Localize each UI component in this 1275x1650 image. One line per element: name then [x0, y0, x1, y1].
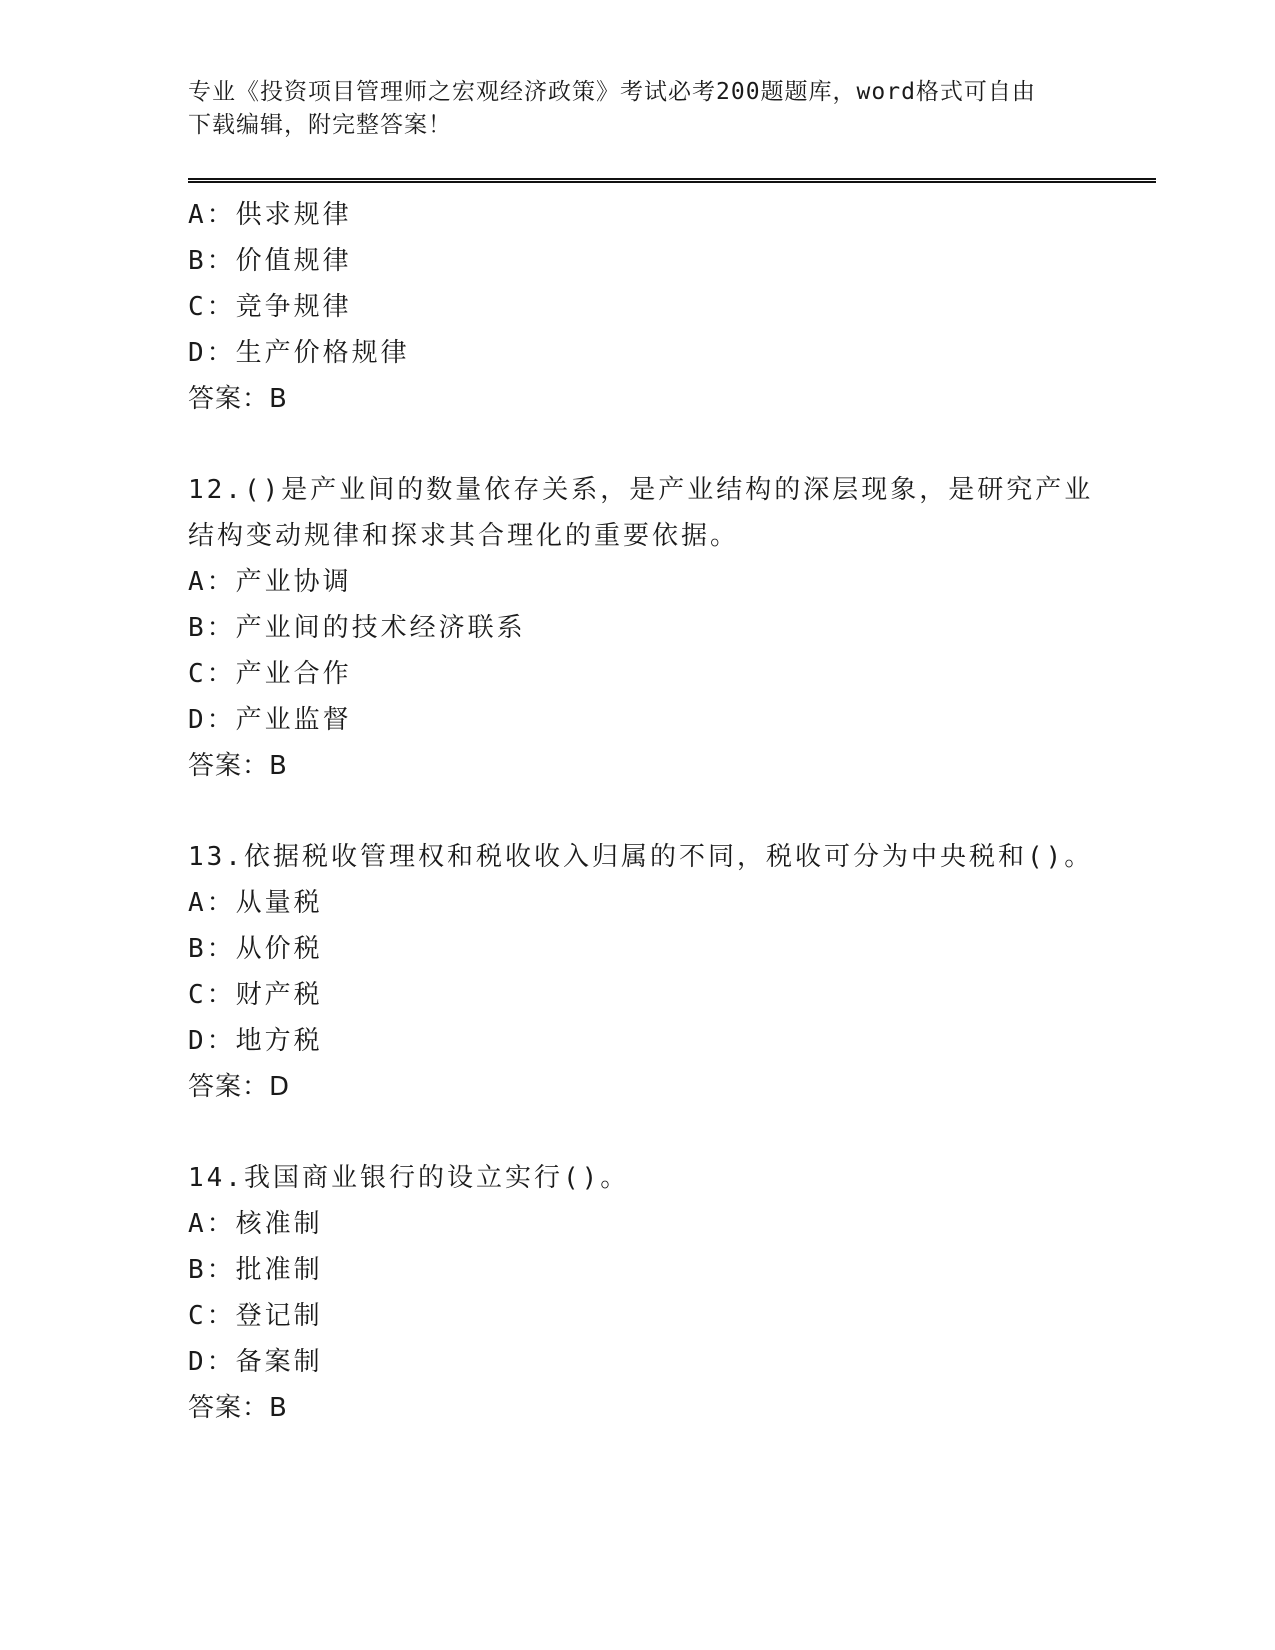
question-content	[188, 192, 1108, 1431]
question-text-line-2: 结构变动规律和探求其合理化的重要依据。	[188, 521, 740, 551]
option-a: A：产业协调	[188, 567, 352, 597]
option-b: B：从价税	[188, 934, 323, 964]
option-c: C：财产税	[188, 980, 323, 1010]
header-line-2: 下载编辑，附完整答案！	[188, 112, 452, 138]
header-double-rule	[188, 178, 1156, 183]
answer-line: 答案：B	[188, 384, 288, 414]
question-11-block	[188, 192, 1108, 422]
question-13-block	[188, 834, 1108, 1110]
option-a: A：供求规律	[188, 200, 352, 230]
option-c: C：竞争规律	[188, 292, 352, 322]
option-d: D：产业监督	[188, 705, 352, 735]
answer-line: 答案：D	[188, 1072, 291, 1102]
header-line-1: 专业《投资项目管理师之宏观经济政策》考试必考200题题库，word格式可自由	[188, 79, 1036, 105]
option-b: B：产业间的技术经济联系	[188, 613, 526, 643]
option-d: D：地方税	[188, 1026, 323, 1056]
option-b: B：价值规律	[188, 246, 352, 276]
spacer	[188, 789, 1108, 834]
question-14-block	[188, 1155, 1108, 1431]
option-c: C：产业合作	[188, 659, 352, 689]
option-d: D：备案制	[188, 1347, 323, 1377]
option-a: A：从量税	[188, 888, 323, 918]
option-a: A：核准制	[188, 1209, 323, 1239]
spacer	[188, 422, 1108, 467]
question-text-line-1: 14.我国商业银行的设立实行()。	[188, 1163, 630, 1193]
question-text-line-1: 12.()是产业间的数量依存关系，是产业结构的深层现象，是研究产业	[188, 475, 1094, 505]
spacer	[188, 1110, 1108, 1155]
option-b: B：批准制	[188, 1255, 323, 1285]
question-12-block	[188, 467, 1108, 789]
option-c: C：登记制	[188, 1301, 323, 1331]
option-d: D：生产价格规律	[188, 338, 410, 368]
answer-line: 答案：B	[188, 751, 288, 781]
answer-line: 答案：B	[188, 1393, 288, 1423]
question-text-line-1: 13.依据税收管理权和税收收入归属的不同，税收可分为中央税和()。	[188, 842, 1094, 872]
document-header	[188, 76, 1088, 142]
